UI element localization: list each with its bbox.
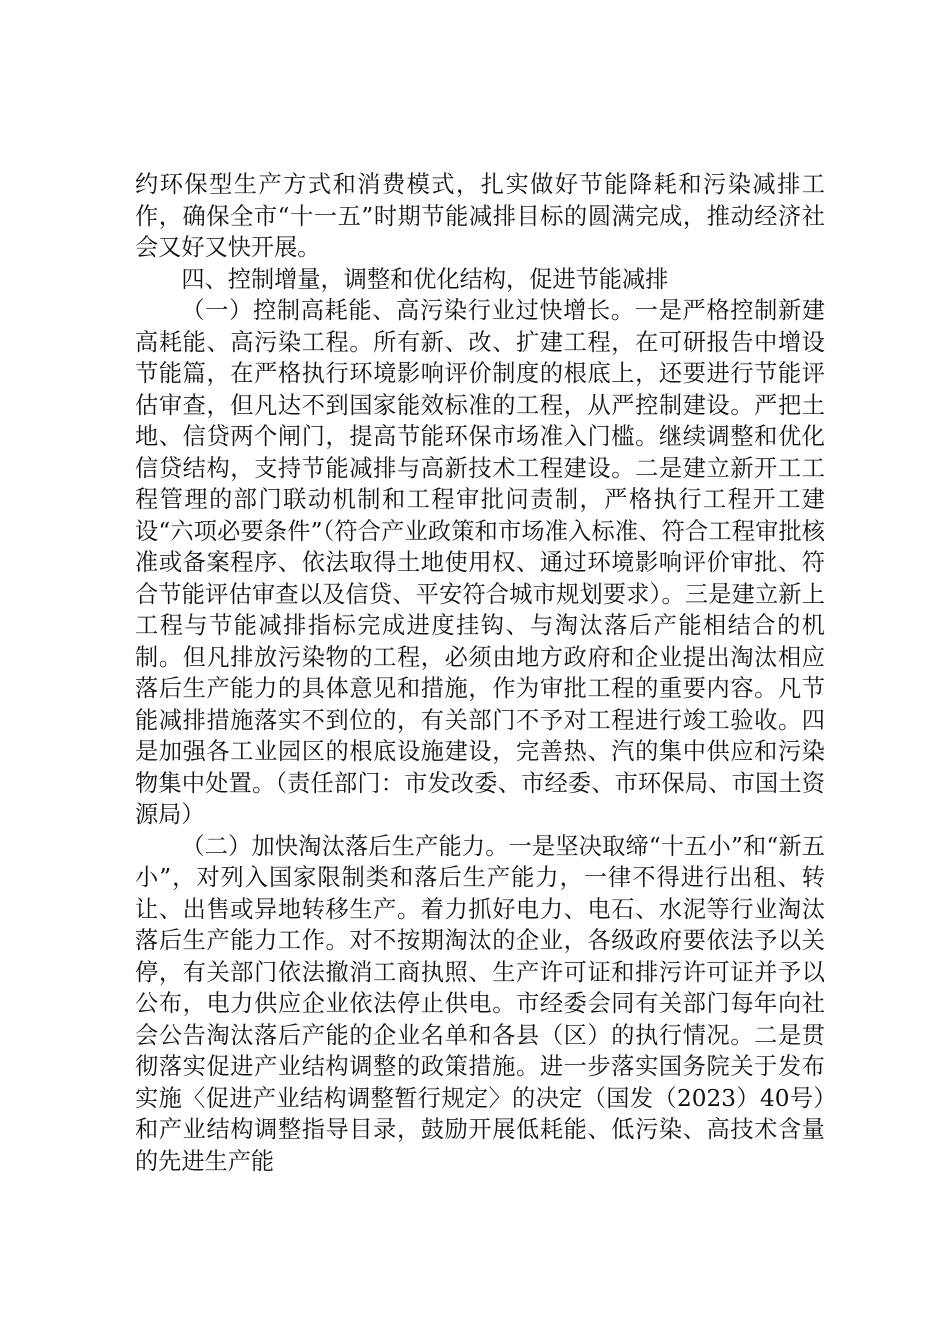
document-body (135, 169, 825, 1177)
section-heading: 四、控制增量，调整和优化结构，促进节能减排 (181, 265, 669, 293)
paragraph-continuation: 约环保型生产方式和消费模式，扎实做好节能降耗和污染减排工作，确保全市“十一五”时期节能减排目标的圆满完成，推动经济社会又好又快开展。 (135, 171, 825, 261)
paragraph-control-growth: （一）控制高耗能、高污染行业过快增长。一是严格控制新建高耗能、高污染工程。所有新、改、扩建工程，在可研报告中增设节能篇，在严格执行环境影响评价制度的根底上，还要进行节能评估审查，但凡达不到国家能效标准的工程，从严控制建设。严把土地、信贷两个闸门，提高节能环保市场准入门槛。继续调整和优化信贷结构，支持节能减排与高新技术工程建设。二是建立新开工工程管理的部门联动机制和工程审批问责制，严格执行工程开工建设“六项必要条件”（符合产业政策和市场准入标准、符合工程审批核准或备案程序、依法取得土地使用权、通过环境影响评价审批、符合节能评估审查以及信贷、平安符合城市规划要求）。三是建立新上工程与节能减排指标完成进度挂钩、与淘汰落后产能相结合的机制。但凡排放污染物的工程，必须由地方政府和企业提出淘汰相应落后生产能力的具体意见和措施，作为审批工程的重要内容。凡节能减排措施落实不到位的，有关部门不予对工程进行竣工验收。四是加强各工业园区的根底设施建设，完善热、汽的集中供应和污染物集中处置。（责任部门：市发改委、市经委、市环保局、市国土资源局） (135, 297, 825, 828)
paragraph-eliminate-capacity: （二）加快淘汰落后生产能力。一是坚决取缔“十五小”和“新五小”，对列入国家限制类和落后生产能力，一律不得进行出租、转让、出售或异地转移生产。着力抓好电力、电石、水泥等行业淘汰落后生产能力工作。对不按期淘汰的企业，各级政府要依法予以关停，有关部门依法撤消工商执照、生产许可证和排污许可证并予以公布，电力供应企业依法停止供电。市经委会同有关部门每年向社会公告淘汰落后产能的企业名单和各县（区）的执行情况。二是贯彻落实促进产业结构调整的政策措施。进一步落实国务院关于发布实施〈促进产业结构调整暂行规定〉的决定（国发（2023）40号）和产业结构调整指导目录，鼓励开展低耗能、低污染、高技术含量的先进生产能 (135, 832, 825, 1175)
